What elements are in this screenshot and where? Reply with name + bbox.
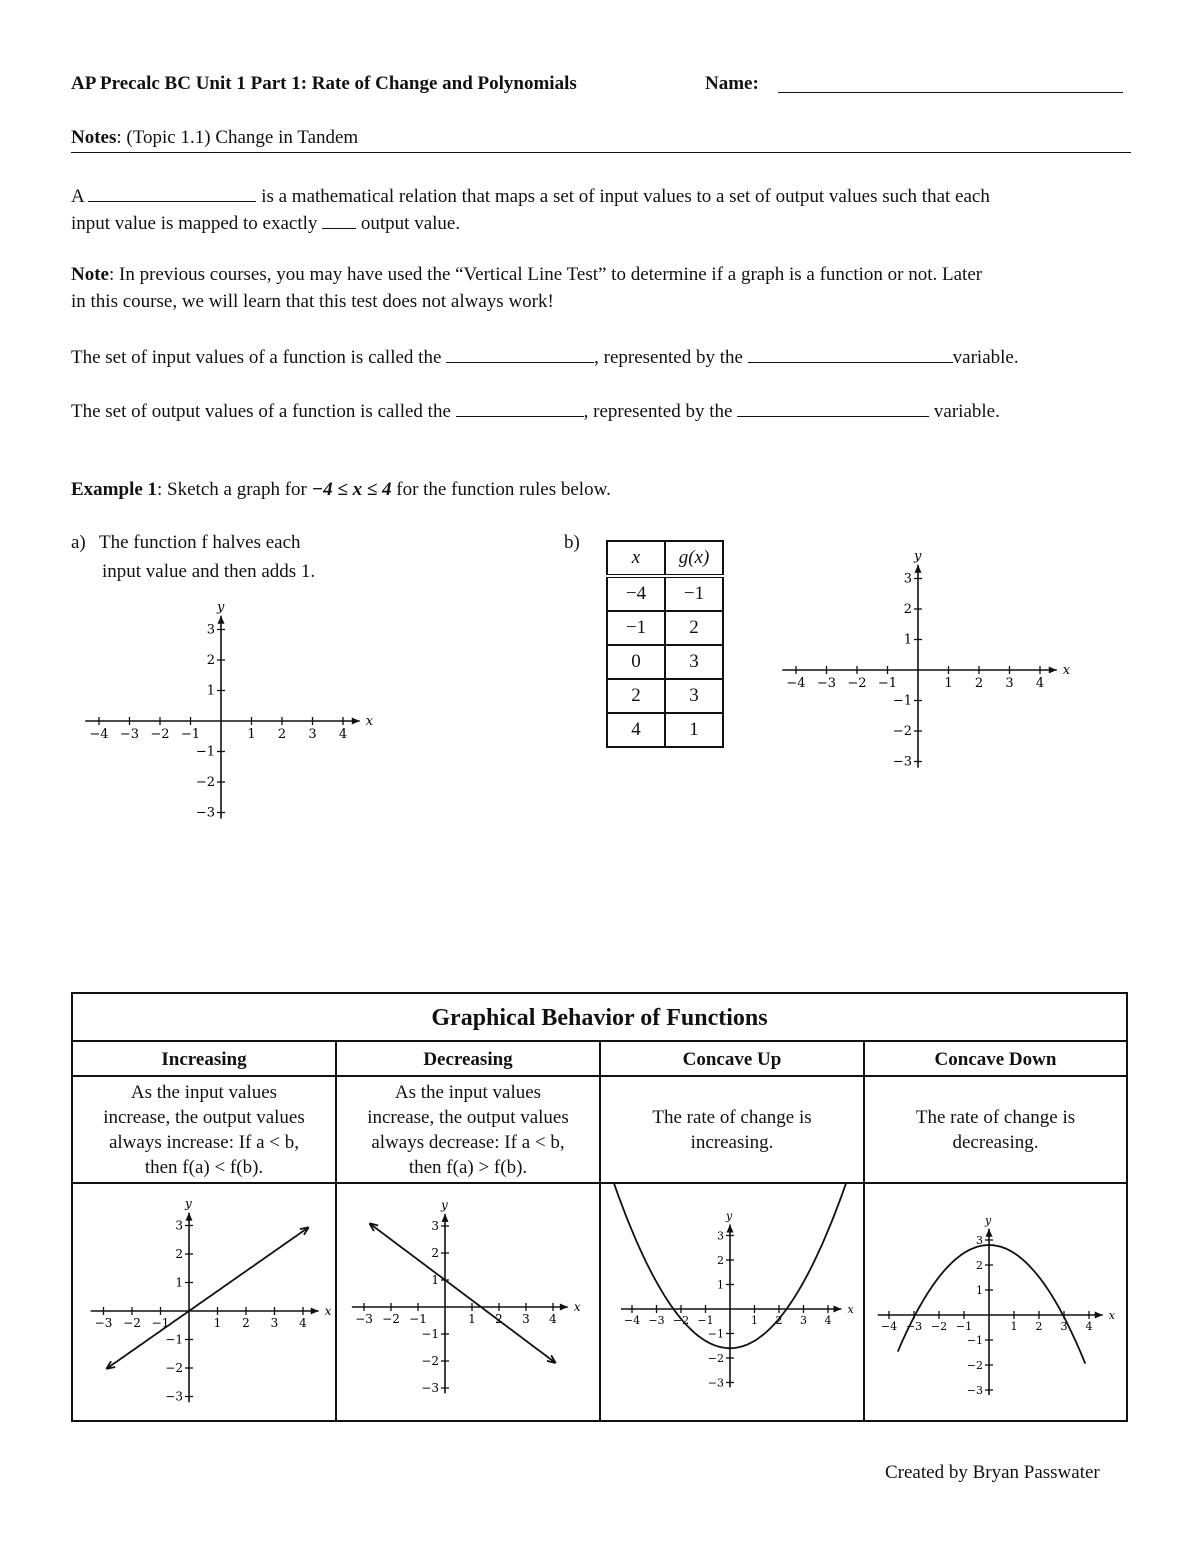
y-tick-label: −1 bbox=[966, 1334, 983, 1347]
y-axis-label: y bbox=[914, 548, 922, 564]
example-1-prompt: Example 1: Sketch a graph for −4 ≤ x ≤ 4 for the function rules below. bbox=[71, 479, 611, 500]
y-tick-label: −2 bbox=[966, 1359, 983, 1372]
note-line-2: in this course, we will learn that this test does not always work! bbox=[71, 291, 554, 312]
x-tick-label: 3 bbox=[800, 1314, 807, 1327]
y-tick-label: 1 bbox=[903, 632, 912, 648]
x-tick-label: 4 bbox=[824, 1314, 832, 1327]
table-row: −1 2 bbox=[607, 611, 723, 645]
y-axis-label: y bbox=[185, 1196, 192, 1211]
x-tick-label: −1 bbox=[151, 1316, 170, 1330]
x-axis-label: x bbox=[324, 1304, 332, 1318]
column-heading: Decreasing bbox=[337, 1042, 599, 1077]
x-axis-arrow bbox=[833, 1306, 841, 1313]
function-blank[interactable] bbox=[88, 183, 256, 202]
increasing-line bbox=[106, 1227, 308, 1369]
y-axis-arrow bbox=[727, 1224, 734, 1232]
y-tick-label: −2 bbox=[421, 1354, 439, 1368]
table-row: 0 3 bbox=[607, 645, 723, 679]
y-tick-label: −1 bbox=[892, 693, 912, 709]
domain-blank[interactable] bbox=[446, 344, 594, 363]
table-row: −4 −1 bbox=[607, 576, 723, 611]
y-axis-arrow bbox=[442, 1214, 449, 1222]
x-tick-label: 2 bbox=[495, 1312, 503, 1326]
y-tick-label: 1 bbox=[206, 683, 215, 699]
y-tick-label: 1 bbox=[431, 1273, 439, 1287]
x-tick-label: 1 bbox=[1010, 1320, 1018, 1333]
y-axis-arrow bbox=[915, 565, 922, 573]
y-axis-arrow bbox=[186, 1213, 193, 1221]
part-a-line-2: input value and then adds 1. bbox=[102, 561, 316, 582]
concave-down-curve bbox=[898, 1245, 1086, 1364]
x-tick-label: −2 bbox=[847, 676, 867, 691]
x-tick-label: 2 bbox=[1035, 1320, 1043, 1333]
definition-line-2: input value is mapped to exactly output value. bbox=[71, 210, 460, 235]
x-tick-label: −1 bbox=[955, 1320, 973, 1333]
x-tick-label: −3 bbox=[905, 1320, 923, 1333]
y-axis-label: y bbox=[217, 599, 225, 615]
x-tick-label: −2 bbox=[930, 1320, 948, 1333]
y-tick-label: −3 bbox=[892, 754, 912, 770]
x-tick-label: 3 bbox=[270, 1316, 279, 1330]
table-row: 4 1 bbox=[607, 713, 723, 747]
part-a-label: a) bbox=[71, 532, 86, 553]
x-tick-label: 4 bbox=[1085, 1320, 1093, 1333]
y-tick-label: 2 bbox=[206, 653, 215, 668]
x-tick-label: 1 bbox=[468, 1312, 476, 1326]
range-sentence: The set of output values of a function is called the , represented by the variable. bbox=[71, 398, 1000, 423]
decreasing-graph bbox=[337, 1184, 599, 1420]
output-variable-blank[interactable] bbox=[737, 398, 929, 417]
x-tick-label: −4 bbox=[623, 1314, 641, 1327]
note-line-1: Note: In previous courses, you may have used the “Vertical Line Test” to determine if a graph is a function or not. Later bbox=[71, 264, 983, 285]
increasing-graph bbox=[73, 1184, 335, 1420]
x-tick-label: 3 bbox=[1060, 1320, 1068, 1333]
x-axis-label: x bbox=[1062, 663, 1071, 678]
behavior-table bbox=[71, 992, 1128, 1422]
table-row: 2 3 bbox=[607, 679, 723, 713]
concave-down-graph bbox=[865, 1184, 1125, 1420]
y-tick-label: 1 bbox=[976, 1284, 983, 1297]
behavior-table-title: Graphical Behavior of Functions bbox=[73, 994, 1126, 1042]
x-tick-label: 4 bbox=[338, 727, 348, 742]
x-tick-label: 1 bbox=[751, 1314, 758, 1327]
column-description: As the input values increase, the output values always increase: If a < b, then f(a) < f(b). bbox=[73, 1077, 335, 1184]
y-tick-label: 3 bbox=[175, 1218, 183, 1233]
y-axis-arrow bbox=[986, 1229, 993, 1237]
column-description: The rate of change is decreasing. bbox=[865, 1077, 1126, 1184]
y-tick-label: 3 bbox=[976, 1234, 983, 1247]
x-tick-label: −3 bbox=[648, 1314, 665, 1327]
y-tick-label: −2 bbox=[195, 775, 215, 790]
y-tick-label: −3 bbox=[966, 1384, 983, 1397]
x-axis-arrow bbox=[1049, 667, 1057, 674]
range-blank[interactable] bbox=[456, 398, 584, 417]
y-tick-label: −2 bbox=[707, 1352, 724, 1365]
y-tick-label: −1 bbox=[195, 744, 215, 760]
x-tick-label: −1 bbox=[697, 1314, 714, 1327]
one-blank[interactable] bbox=[322, 210, 356, 229]
column-heading: Increasing bbox=[73, 1042, 335, 1077]
x-tick-label: 1 bbox=[944, 676, 953, 691]
y-tick-label: 2 bbox=[431, 1246, 439, 1260]
x-tick-label: 2 bbox=[974, 676, 984, 691]
part-a-line-1: The function f halves each bbox=[99, 532, 301, 553]
column-heading: Concave Down bbox=[865, 1042, 1126, 1077]
x-tick-label: −1 bbox=[409, 1312, 427, 1326]
x-tick-label: 3 bbox=[1005, 676, 1014, 691]
x-axis-label: x bbox=[1108, 1309, 1115, 1322]
x-axis-label: x bbox=[573, 1300, 581, 1314]
credit: Created by Bryan Passwater bbox=[885, 1462, 1100, 1483]
x-tick-label: 2 bbox=[277, 727, 287, 742]
table-header-gx: g(x) bbox=[665, 541, 723, 576]
decreasing-line bbox=[369, 1223, 555, 1363]
y-tick-label: 2 bbox=[976, 1259, 983, 1272]
x-tick-label: −2 bbox=[150, 727, 170, 742]
y-tick-label: −2 bbox=[165, 1361, 183, 1375]
column-description: As the input values increase, the output values always decrease: If a < b, then f(a) > f(b). bbox=[337, 1077, 599, 1184]
y-axis-label: y bbox=[985, 1213, 992, 1227]
g-values-table bbox=[606, 540, 724, 748]
domain-sentence: The set of input values of a function is called the , represented by the variable. bbox=[71, 344, 1019, 369]
y-axis-label: y bbox=[441, 1197, 448, 1212]
x-axis-arrow bbox=[311, 1308, 319, 1315]
y-tick-label: −3 bbox=[165, 1389, 183, 1404]
concave-up-graph bbox=[601, 1184, 863, 1420]
y-tick-label: 3 bbox=[431, 1219, 439, 1233]
column-heading: Concave Up bbox=[601, 1042, 863, 1077]
x-tick-label: −4 bbox=[786, 676, 806, 691]
y-tick-label: 2 bbox=[717, 1254, 724, 1267]
part-b-label: b) bbox=[564, 532, 580, 553]
column-decreasing bbox=[337, 1042, 601, 1422]
x-tick-label: −2 bbox=[672, 1314, 690, 1327]
y-tick-label: −3 bbox=[421, 1381, 439, 1395]
y-axis-label: y bbox=[726, 1209, 733, 1223]
x-axis-label: x bbox=[847, 1303, 854, 1316]
x-tick-label: 4 bbox=[549, 1312, 557, 1326]
y-tick-label: −1 bbox=[421, 1327, 439, 1341]
x-tick-label: −2 bbox=[382, 1312, 400, 1326]
y-tick-label: −2 bbox=[892, 724, 912, 739]
x-tick-label: 1 bbox=[213, 1316, 222, 1330]
x-axis-arrow bbox=[1095, 1312, 1103, 1319]
x-tick-label: 1 bbox=[247, 727, 256, 742]
x-tick-label: 3 bbox=[522, 1312, 530, 1326]
x-axis-arrow bbox=[560, 1304, 568, 1311]
x-tick-label: −1 bbox=[877, 676, 898, 691]
name-blank[interactable] bbox=[778, 92, 1123, 93]
input-variable-blank[interactable] bbox=[748, 344, 953, 363]
column-description: The rate of change is increasing. bbox=[601, 1077, 863, 1184]
y-tick-label: 1 bbox=[175, 1275, 183, 1290]
column-increasing bbox=[73, 1042, 337, 1422]
x-tick-label: 4 bbox=[1035, 676, 1045, 691]
x-tick-label: 2 bbox=[242, 1316, 250, 1330]
table-header-x: x bbox=[607, 541, 665, 576]
x-tick-label: −3 bbox=[816, 676, 837, 691]
x-tick-label: −3 bbox=[355, 1312, 373, 1326]
x-tick-label: −1 bbox=[180, 727, 201, 742]
name-label: Name: bbox=[705, 73, 759, 94]
definition-line-1: A is a mathematical relation that maps a set of input values to a set of output values such that each bbox=[71, 183, 990, 208]
y-tick-label: 3 bbox=[206, 622, 215, 638]
y-tick-label: −1 bbox=[707, 1327, 724, 1341]
y-tick-label: −1 bbox=[165, 1332, 183, 1347]
x-tick-label: −3 bbox=[119, 727, 140, 742]
y-tick-label: 3 bbox=[717, 1229, 724, 1243]
axes-part-b[interactable] bbox=[770, 538, 1090, 778]
y-tick-label: 1 bbox=[717, 1278, 724, 1292]
x-tick-label: 3 bbox=[308, 727, 317, 742]
column-concave-up bbox=[601, 1042, 865, 1422]
x-tick-label: 4 bbox=[299, 1316, 307, 1330]
y-tick-label: −3 bbox=[707, 1376, 724, 1390]
notes-heading: Notes: (Topic 1.1) Change in Tandem bbox=[71, 127, 359, 148]
x-tick-label: 2 bbox=[775, 1314, 783, 1327]
header-rule bbox=[71, 152, 1131, 153]
x-tick-label: −3 bbox=[94, 1316, 113, 1330]
x-tick-label: −2 bbox=[123, 1316, 141, 1330]
column-concave-down bbox=[865, 1042, 1126, 1422]
y-tick-label: 2 bbox=[903, 602, 912, 617]
x-tick-label: −4 bbox=[880, 1320, 898, 1333]
x-axis-arrow bbox=[352, 718, 360, 725]
axes-part-a[interactable] bbox=[70, 590, 390, 830]
y-tick-label: 2 bbox=[175, 1247, 183, 1261]
y-axis-arrow bbox=[218, 616, 225, 624]
y-tick-label: 3 bbox=[903, 571, 912, 587]
y-tick-label: −3 bbox=[195, 805, 215, 821]
x-tick-label: −4 bbox=[89, 727, 109, 742]
worksheet-title: AP Precalc BC Unit 1 Part 1: Rate of Change and Polynomials bbox=[71, 73, 577, 94]
x-axis-label: x bbox=[365, 714, 374, 729]
